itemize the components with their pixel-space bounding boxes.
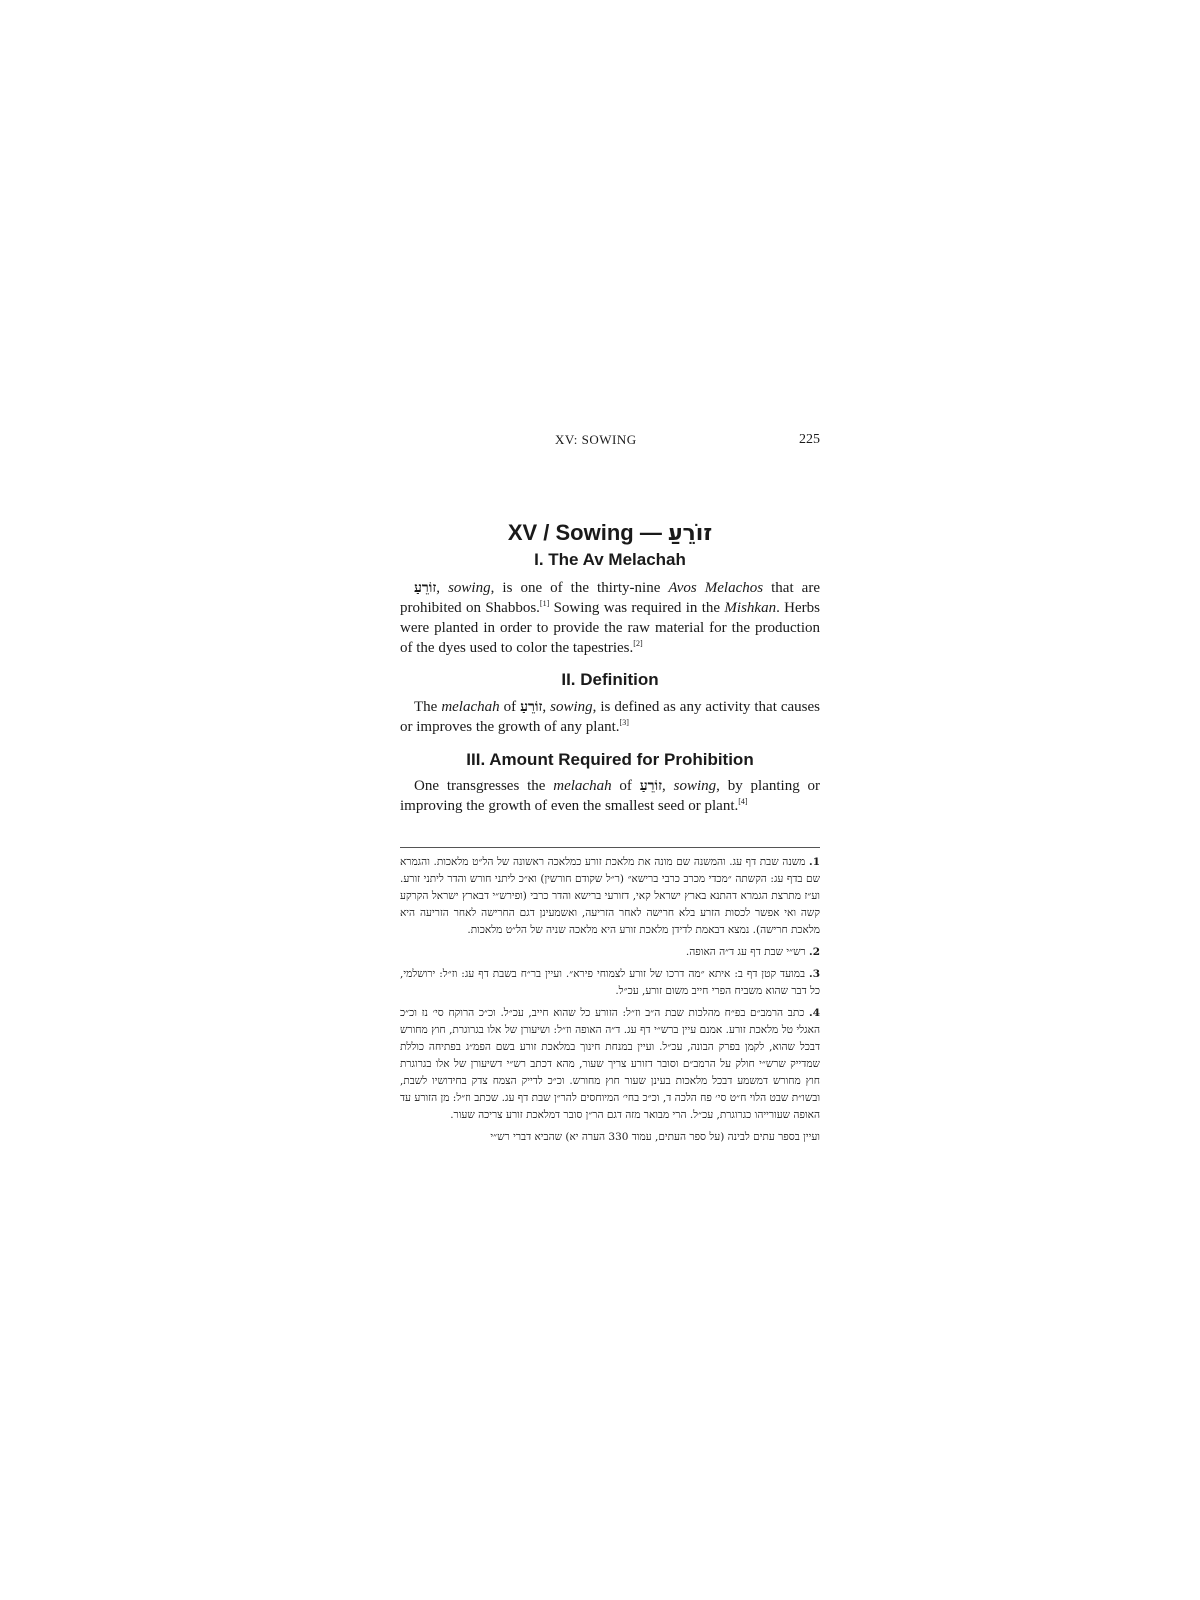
footnote-ref[interactable]: [2] <box>633 639 643 648</box>
footnote-ref[interactable]: [1] <box>539 599 550 608</box>
footnote-1: 1. משנה שבת דף עג. והמשנה שם מונה את מלאכת זורע כמלאכה ראשונה של הל״ט מלאכות. והגמרא שם בדף עג: הקשתה ״מכדי מכרב כרבי ברישא״ (ר״ל שקודם חורשין) וא״כ ליתני חורש והדר ליתני זורע. וע״ז מתרצת הגמרא דהתנא בארץ ישראל קאי, דזורעי ברישא והדר כרבי (ופירש״י דבארץ ישראל הקרקע קשה ואי אפשר לכסות הזרע בלא חרישה לאחר הזריעה, ואשמעינן דגם החרישה לאחר הזריעה היא מלאכת חרישה). נמצא דבאמת לדידן מלאכת זורע היא מלאכה שניה של הל״ט מלאכות. <box>400 856 820 936</box>
section-text-definition: The melachah of זוֹרֵעַ, sowing, is defined as any activity that causes or improves the growth of any plant.[3] <box>400 699 821 735</box>
section-heading-av-melachah: I. The Av Melachah <box>534 550 686 569</box>
hebrew-term: זוֹרֵעַ <box>414 580 437 596</box>
page-number: 225 <box>799 432 820 447</box>
section-text-amount: One transgresses the melachah of זוֹרֵעַ, sowing, by planting or improving the growth of even the smallest seed or plant.[4] <box>400 778 821 814</box>
footnote-3: 3. במועד קטן דף ב: איתא ״מה דרכו של זורע לצמוחי פירא״. ועיין בר״ח בשבת דף עג: וז״ל: ירושלמי, כל דבר שהוא משביח הפרי חייב משום זורע, עכ״ל. <box>400 968 820 997</box>
footnote-ref[interactable]: [4] <box>738 797 748 806</box>
hebrew-term: זוֹרֵעַ <box>520 699 543 715</box>
section-text-av-melachah: זוֹרֵעַ, sowing, is one of the thirty-nine Avos Melachos that are prohibited on Shabbos.[1] Sowing was required in the Mishkan. Herbs were planted in order to provide the raw material for the production of the dyes used to color the tapestries.[2] <box>400 580 821 656</box>
section-heading-definition: II. Definition <box>561 670 659 689</box>
chapter-title <box>400 520 820 546</box>
footnote-ref[interactable]: [3] <box>619 718 629 727</box>
footnote-continuation: ועיין בספר עתים לבינה (על ספר העתים, עמוד 330 הערה יא) שהביא דברי רש״י <box>490 1131 820 1143</box>
footnotes <box>400 854 820 1151</box>
section-heading-amount: III. Amount Required for Prohibition <box>466 750 754 769</box>
footnote-2: 2. רש״י שבת דף עג ד״ה האופה. <box>685 946 820 958</box>
running-head <box>400 432 820 452</box>
hebrew-term: זוֹרֵעַ <box>639 778 663 794</box>
footnote-divider <box>400 847 820 848</box>
footnote-4: 4. כתב הרמב״ם בפ״ח מהלכות שבת ה״ב וז״ל: הזורע כל שהוא חייב, עכ״ל. וכ״כ הרוקח סי׳ נז וכ״כ האגלי טל מלאכת זורע. אמנם עיין ברש״י דף עג. ד״ה האופה וז״ל: ושיעורן של אלו בגרוגרת, חוץ מחורש דבכל שהוא, לקמן בפרק הבונה, עכ״ל. ועיין במנחת חינוך במלאכת זורע בשם הפמ״ג בפתיחה כוללת שמדייק שרש״י חולק על הרמב״ם וסובר דזורע צריך שעור, מהא דכתב רש״י דשיעורן של אלו בגרוגרת חוץ מחורש דמשמע דבכל מלאכות בעינן שעור חוץ מחורש. וכ״כ לדייק הצמח צדק בחידושיו לשבת, ובשו״ת שבט הלוי ח״ט סי׳ פח הלכה ד, וכ״כ בחי׳ המיוחסים להר״ן שבת דף עג. שכתב וז״ל: מן הזורע עד האופה שעורייהו כגרוגרת, עכ״ל. הרי מבואר מזה דגם הר״ן סובר דמלאכת זורע צריכה שעור. <box>400 1007 821 1121</box>
chapter-title-hebrew: זוֹרֵעַ <box>667 521 713 546</box>
chapter-title-english: XV / Sowing — <box>507 520 668 545</box>
running-title: XV: SOWING <box>555 432 637 447</box>
